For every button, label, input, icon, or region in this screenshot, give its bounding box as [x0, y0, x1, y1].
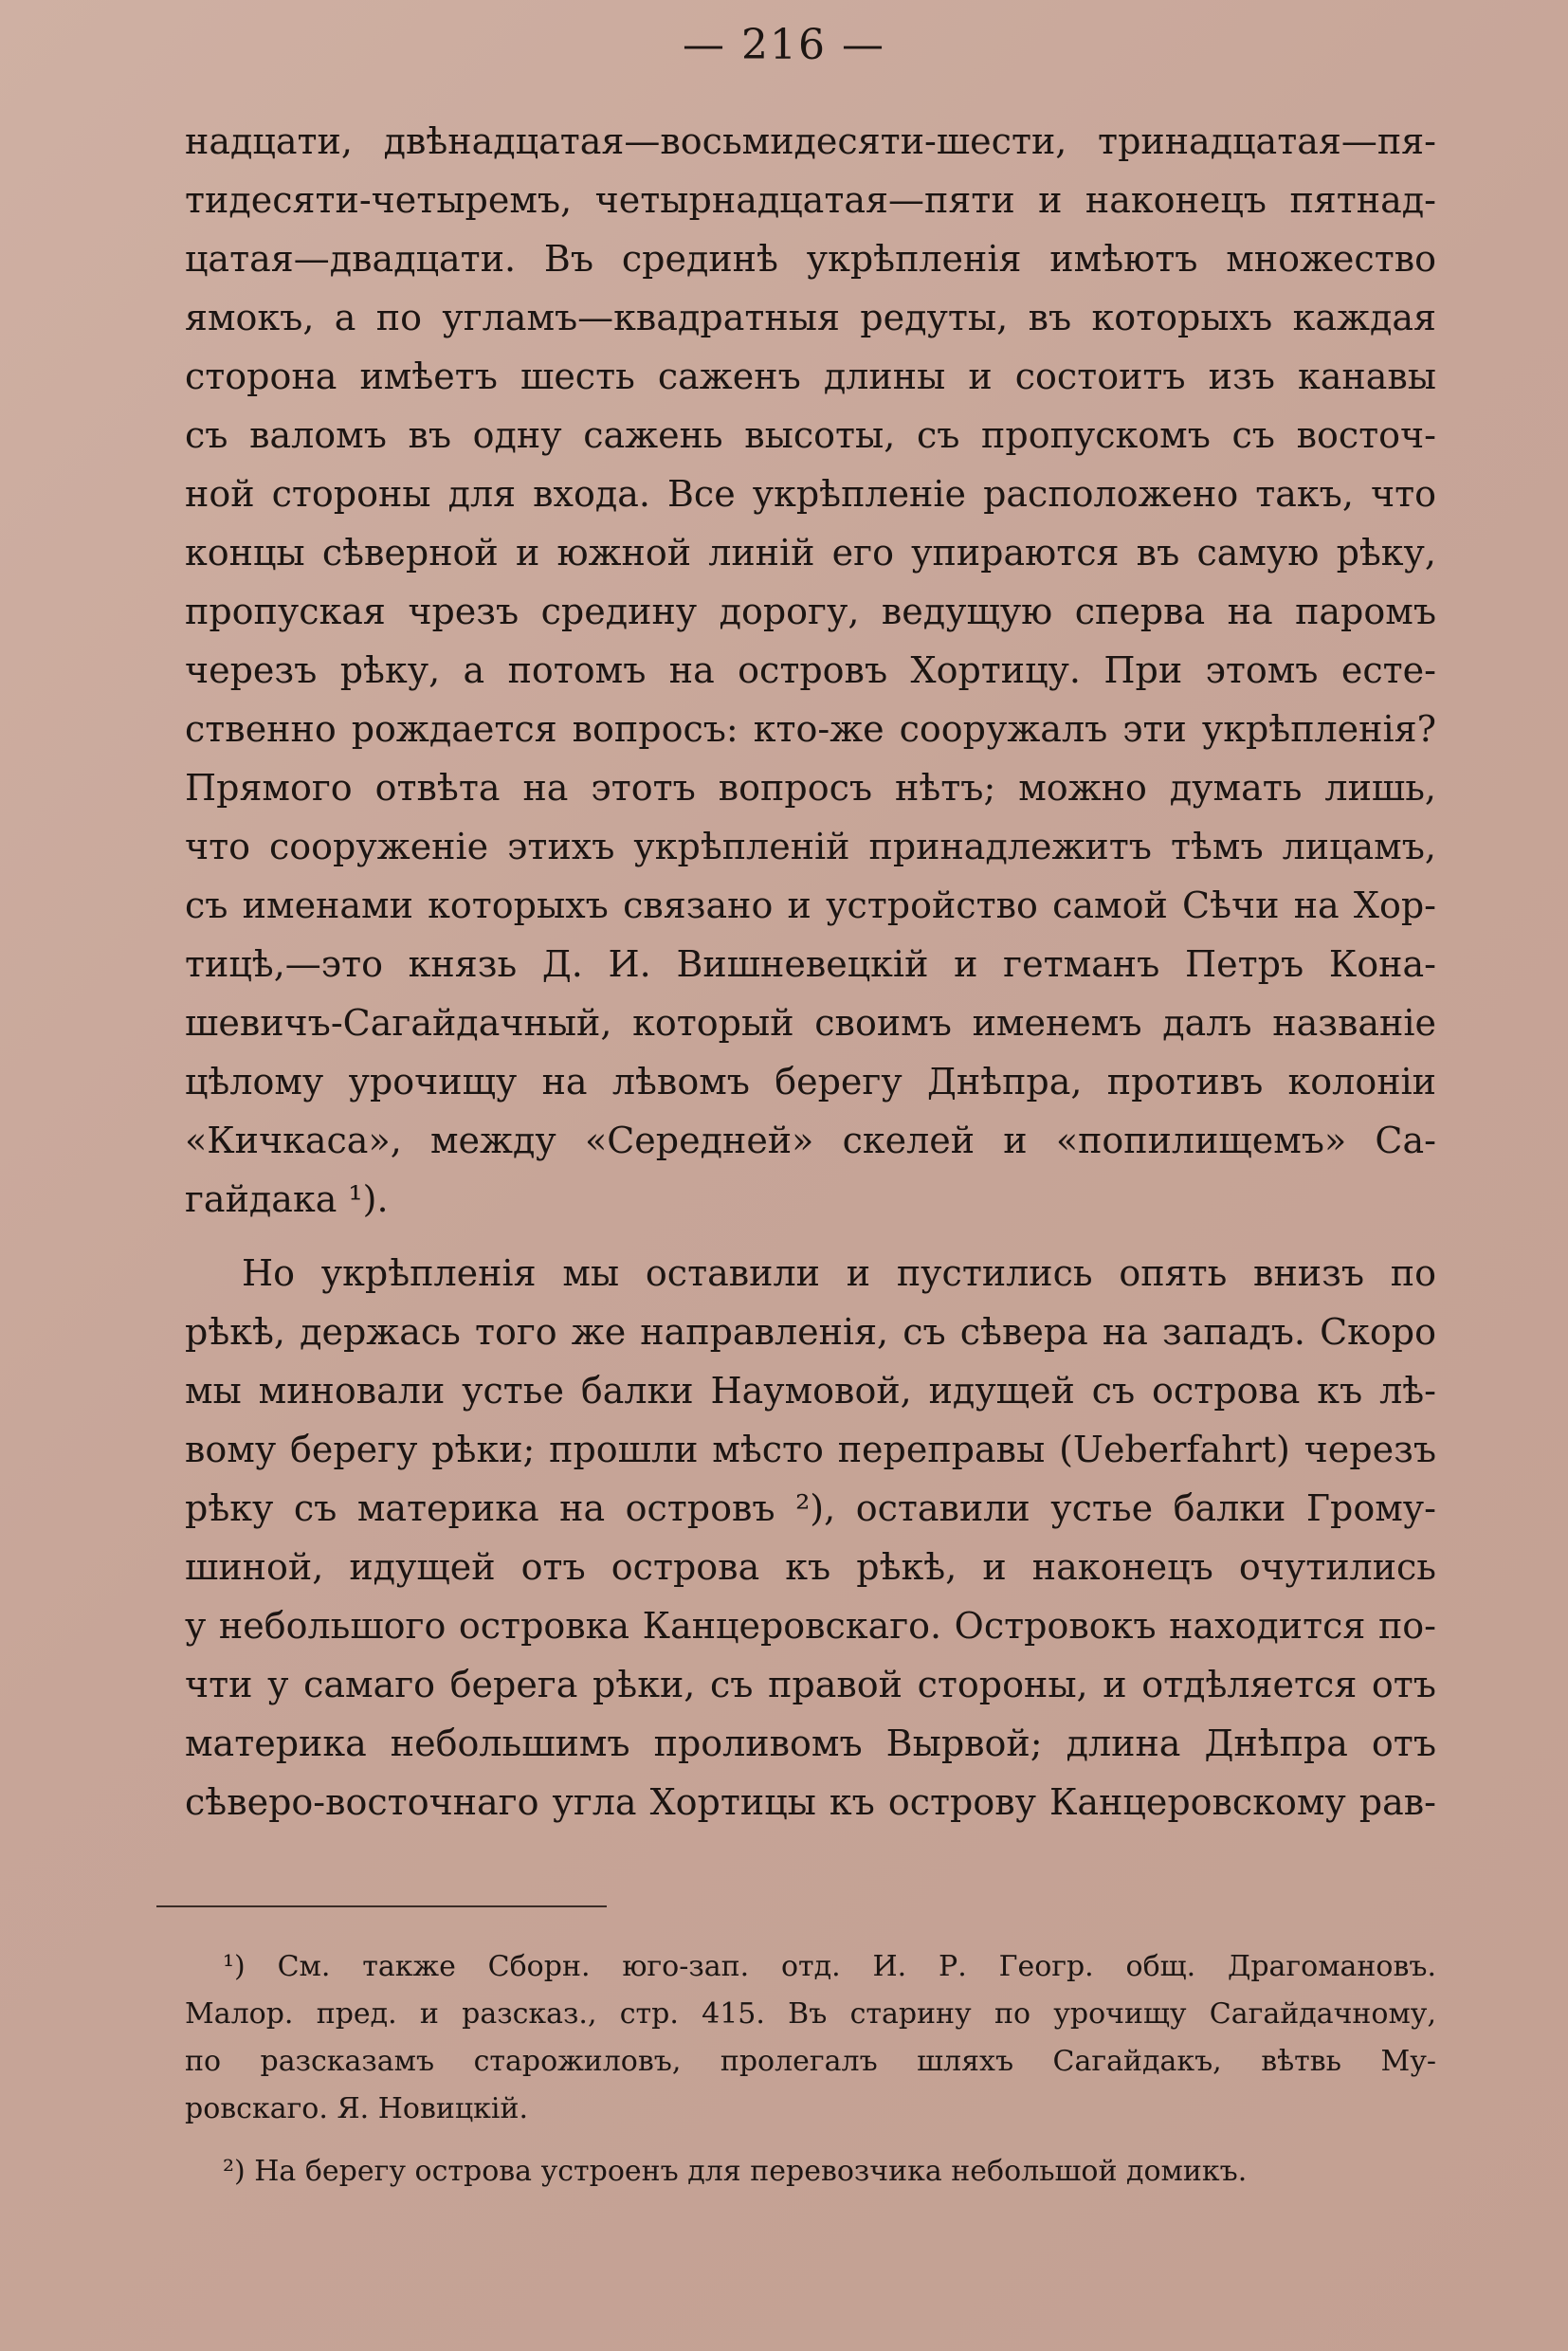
footnotes — [185, 1943, 1436, 2196]
text-line: пропуская чрезъ средину дорогу, ведущую сперва на паромъ — [185, 591, 1436, 632]
text-line: материка небольшимъ проливомъ Вырвой; длина Днѣпра отъ — [185, 1722, 1436, 1764]
footnote-line: ²) На берегу острова устроенъ для перевозчика небольшой домикъ. — [223, 2155, 1248, 2188]
text-line: ственно рождается вопросъ: кто-же сооружалъ эти укрѣпленія? — [185, 708, 1436, 750]
footnote-2 — [185, 2148, 1436, 2196]
text-line: цѣлому урочищу на лѣвомъ берегу Днѣпра, противъ колоніи — [185, 1061, 1436, 1103]
text-line: рѣку съ материка на островъ ²), оставили устье балки Грому- — [185, 1487, 1436, 1529]
text-line: ямокъ, а по угламъ—квадратныя редуты, въ которыхъ каждая — [185, 297, 1436, 338]
text-line: тидесяти-четыремъ, четырнадцатая—пяти и наконецъ пятнад- — [185, 179, 1436, 221]
text-line: Прямого отвѣта на этотъ вопросъ нѣтъ; можно думать лишь, — [185, 767, 1436, 809]
footnote-1 — [185, 1943, 1436, 2133]
text-line: рѣкѣ, держась того же направленія, съ сѣвера на западъ. Скоро — [185, 1311, 1436, 1353]
text-line: гайдака ¹). — [185, 1178, 389, 1220]
footnote-line: ровскаго. Я. Новицкій. — [185, 2092, 529, 2125]
text-line: что сооруженіе этихъ укрѣпленій принадлежитъ тѣмъ лицамъ, — [185, 826, 1436, 867]
footnote-divider — [156, 1905, 607, 1907]
paragraph-1 — [185, 112, 1436, 1229]
text-line: тицѣ,—это князь Д. И. Вишневецкій и гетманъ Петръ Кона- — [185, 943, 1436, 985]
main-text — [185, 112, 1436, 1832]
footnote-line: ¹) См. также Сборн. юго-зап. отд. И. Р. Геогр. общ. Драгомановъ. — [223, 1950, 1436, 1983]
text-line: сторона имѣетъ шесть саженъ длины и состоитъ изъ канавы — [185, 355, 1436, 397]
text-line: чти у самаго берега рѣки, съ правой стороны, и отдѣляется отъ — [185, 1664, 1436, 1705]
text-line: цатая—двадцати. Въ срединѣ укрѣпленія имѣютъ множество — [185, 238, 1436, 280]
paragraph-2 — [185, 1244, 1436, 1832]
text-line: ной стороны для входа. Все укрѣпленіе расположено такъ, что — [185, 473, 1436, 515]
footnote-spacer — [185, 2133, 1436, 2148]
text-line: съ именами которыхъ связано и устройство самой Сѣчи на Хор- — [185, 884, 1436, 926]
text-line: шиной, идущей отъ острова къ рѣкѣ, и наконецъ очутились — [185, 1546, 1436, 1588]
text-line: «Кичкаса», между «Середней» скелей и «попилищемъ» Са- — [185, 1120, 1436, 1161]
text-line: Но укрѣпленія мы оставили и пустились опять внизъ по — [242, 1252, 1436, 1294]
text-line: вому берегу рѣки; прошли мѣсто переправы (Ueberfahrt) черезъ — [185, 1429, 1436, 1470]
page-number: — 216 — — [683, 21, 885, 69]
text-line: сѣверо-восточнаго угла Хортицы къ острову Канцеровскому рав- — [185, 1781, 1436, 1823]
text-line: у небольшого островка Канцеровскаго. Островокъ находится по- — [185, 1605, 1436, 1647]
footnote-line: по разсказамъ старожиловъ, пролегалъ шляхъ Сагайдакъ, вѣтвь Му- — [185, 2045, 1436, 2078]
paragraph-spacer — [185, 1229, 1436, 1244]
text-line: съ валомъ въ одну сажень высоты, съ пропускомъ съ восточ- — [185, 414, 1436, 456]
text-line: шевичъ-Сагайдачный, который своимъ именемъ далъ названіе — [185, 1002, 1436, 1044]
text-line: мы миновали устье балки Наумовой, идущей съ острова къ лѣ- — [185, 1370, 1436, 1412]
text-line: надцати, двѣнадцатая—восьмидесяти-шести, тринадцатая—пя- — [185, 120, 1436, 162]
text-line: концы сѣверной и южной линій его упираются въ самую рѣку, — [185, 532, 1436, 574]
text-line: черезъ рѣку, а потомъ на островъ Хортицу. При этомъ есте- — [185, 649, 1436, 691]
footnote-line: Малор. пред. и разсказ., стр. 415. Въ старину по урочищу Сагайдачному, — [185, 1997, 1436, 2031]
